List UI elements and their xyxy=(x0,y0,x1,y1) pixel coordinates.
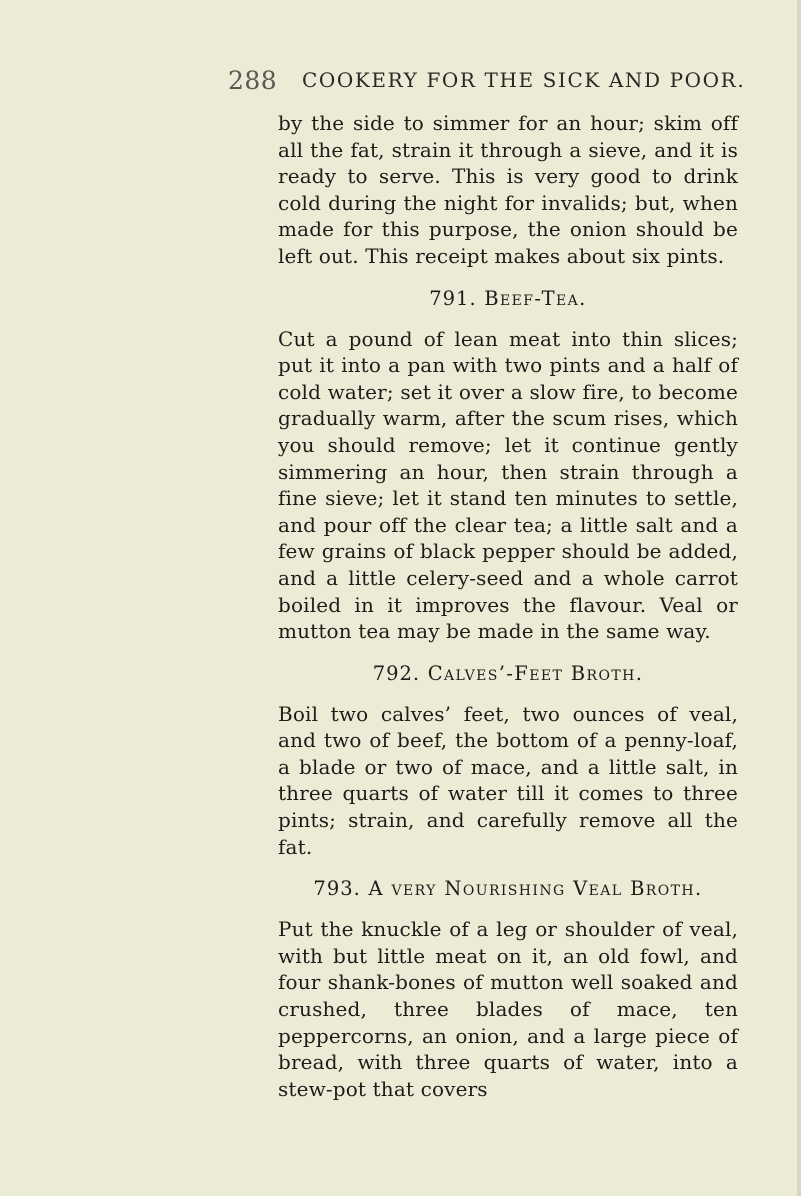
recipe-title: Calves’-Feet Broth. xyxy=(427,661,644,685)
page-header xyxy=(0,60,801,100)
recipe-text-792: Boil two calves’ feet, two ounces of veal, and two of beef, the bottom of a penny-loaf, a blade or two of mace, and a little salt, in three quarts of water till it comes to three pints; strain, and carefully remove all the fat. xyxy=(278,701,738,859)
recipe-heading-791 xyxy=(278,286,738,312)
recipe-number: 792. xyxy=(372,661,421,685)
page-body xyxy=(278,110,738,1102)
recipe-text-793: Put the knuckle of a leg or shoulder of veal, with but little meat on it, an old fowl, and four shank-bones of mutton well soaked and crushed, three blades of mace, ten peppercorns, an onion, and a large piece of bread, with three quarts of water, into a stew-pot that covers xyxy=(278,917,738,1101)
recipe-heading-793 xyxy=(278,876,738,902)
continuation-paragraph: by the side to simmer for an hour; skim off all the fat, strain it through a sieve, and it is ready to serve. This is very good to drink cold during the night for invalids; but, when made for this purpose, the onion should be left out. This receipt makes about six pints. xyxy=(278,111,738,268)
running-title: COOKERY FOR THE SICK AND POOR. xyxy=(302,68,746,92)
recipe-text-791: Cut a pound of lean meat into thin slices; put it into a pan with two pints and a half of cold water; set it over a slow fire, to become gradually warm, after the scum rises, which you should remove; let it continue gently simmering an hour, then strain through a fine sieve; let it stand ten minutes to settle, and pour off the clear tea; a little salt and a few grains of black pepper should be added, and a little celery-seed and a whole carrot boiled in it improves the flavour. Veal or mutton tea may be made in the same way. xyxy=(278,326,738,644)
recipe-title: A very Nourishing Veal Broth. xyxy=(368,877,703,901)
page-edge xyxy=(797,0,801,1196)
page-number: 288 xyxy=(228,66,278,95)
recipe-number: 791. xyxy=(429,286,477,310)
recipe-number: 793. xyxy=(313,877,361,901)
recipe-title: Beef-Tea. xyxy=(484,286,587,310)
recipe-heading-792 xyxy=(278,661,738,687)
